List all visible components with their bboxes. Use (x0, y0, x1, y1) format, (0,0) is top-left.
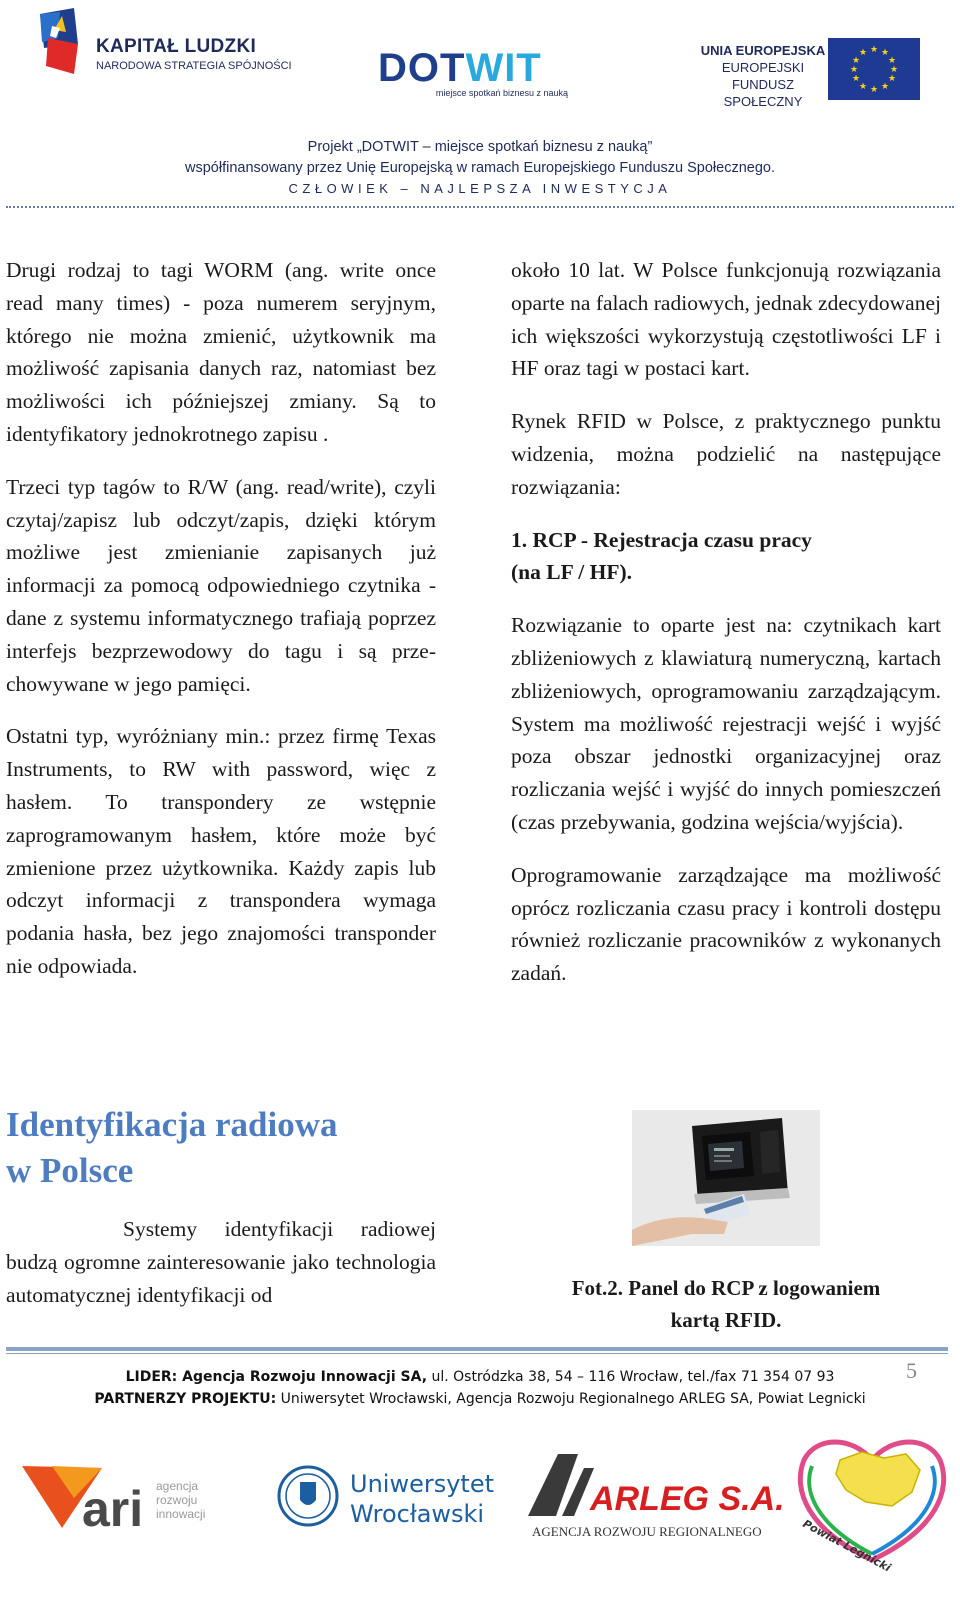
uwr-line1: Uniwersytet (350, 1470, 494, 1498)
arleg-logo (528, 1450, 785, 1545)
ari-logo-icon (22, 1458, 222, 1538)
eu-flag-icon (828, 38, 920, 100)
rcp-panel-image (632, 1110, 820, 1246)
uwr-line2: Wrocławski (350, 1500, 485, 1528)
kapital-ludzki-flag-icon (34, 8, 82, 78)
footer-partners-text: Uniwersytet Wrocławski, Agencja Rozwoju Regionalnego ARLEG SA, Powiat Legnicki (276, 1391, 866, 1407)
footer-partners-label: PARTNERZY PROJEKTU: (94, 1391, 277, 1407)
project-cofinancing: współfinansowany przez Unię Europejską w ramach Europejskiego Funduszu Społecznego. (185, 160, 775, 176)
footer-rule-thin (6, 1353, 948, 1354)
eu-line3: FUNDUSZ SPOŁECZNY (723, 77, 803, 109)
right-column (511, 254, 941, 1010)
kapital-ludzki-logo (34, 8, 294, 88)
eu-line1: UNIA EUROPEJSKA (700, 43, 826, 58)
dotwit-wordmark: DOTWIT (378, 46, 542, 90)
paragraph-solution: Rozwiązanie to oparte jest na: czytnikach kart zbliżeniowych z klawiaturą numeryczną, kartach zbliżeniowych, oprogramowaniu zarządzającym. System ma możliwość rejestracji wejść i wyjść poza obszar jednostki organizacyjnej oraz rozliczania wejść i wyjść do innych pomieszczeń (czas przebywania, godzina wejścia/wyjścia). (511, 613, 941, 834)
paragraph-software: Oprogramowanie zarządzające ma możliwość oprócz rozliczania czasu pracy i kontroli dostępu również rozliczanie pracowników z wykonanych zadań. (511, 862, 941, 986)
ari-logo (22, 1458, 222, 1538)
section-heading-line1: Identyfikacja radiowa (6, 1105, 338, 1144)
ari-logo-word: ari (82, 1481, 144, 1537)
uniwersytet-wroclawski-logo (278, 1462, 494, 1532)
paragraph-systems: Systemy identyfikacji radiowej budzą ogromne zainteresowanie jako technologia automatycznej identyfikacji od (6, 1217, 436, 1307)
project-motto: CZŁOWIEK – NAJLEPSZA INWESTYCJA (288, 181, 672, 196)
svg-text:★: ★ (887, 56, 897, 66)
eu-logo (698, 38, 938, 109)
uwr-seal-icon (278, 1462, 494, 1532)
arleg-logo-icon (528, 1450, 785, 1545)
photo-caption (511, 1272, 941, 1336)
footer-partners (0, 1391, 960, 1407)
paragraph-poland: około 10 lat. W Polsce funkcjonują rozwiązania oparte na falach radiowych, jednak zdecydowanej ich większości wykorzystują częstotliwości LF i HF oraz tagi w postaci kart. (511, 258, 941, 381)
section-heading (6, 1102, 436, 1194)
subheading-rcp-line1: 1. RCP - Rejestracja czasu pracy (511, 527, 812, 552)
svg-text:★: ★ (849, 65, 859, 75)
paragraph-rw: Trzeci typ tagów to R/W (ang. read/write), czyli czytaj/zapisz lub odczyt/zapis, dzięki którym możliwe jest zmienianie zapisanych już informacji za pomocą odpowiedniego czytnika - dane z systemu informatycznego trafiają poprzez interfejs bezprzewodowy do tagu i są prze-chowywane w jego pamięci. (6, 474, 436, 696)
svg-text:★: ★ (851, 74, 861, 84)
eu-text (698, 42, 828, 110)
svg-text:★: ★ (880, 82, 890, 92)
project-title: Projekt „DOTWIT – miejsce spotkań biznesu z nauką” (307, 139, 653, 155)
kapital-ludzki-subtitle: NARODOWA STRATEGIA SPÓJNOŚCI (96, 60, 292, 72)
rcp-panel-photo (632, 1110, 820, 1246)
svg-text:★: ★ (880, 48, 890, 58)
left-column-bottom (6, 1213, 436, 1331)
section-heading-line2: w Polsce (6, 1151, 134, 1190)
paragraph-market: Rynek RFID w Polsce, z praktycznego punktu widzenia, można podzielić na następujące rozwiązania: (511, 409, 941, 499)
svg-text:★: ★ (851, 56, 861, 66)
paragraph-password: Ostatni typ, wyróżniany min.: przez firmę Texas Instruments, to RW with password, więc z hasłem. To transpondery ze wstępnie zaprogramowanym hasłem, które może być zmienione przez użytkownika. Każdy zapis lub odczyt informacji z transpondera wymaga podania hasła, bez jego znajomości transponder nie odpowiada. (6, 724, 436, 978)
footer-lider-address: ul. Ostródzka 38, 54 – 116 Wrocław, tel./fax 71 354 07 93 (427, 1369, 835, 1385)
subheading-rcp-line2: (na LF / HF). (511, 560, 633, 585)
photo-caption-line2: kartą RFID. (670, 1308, 782, 1332)
footer-rule (6, 1347, 948, 1351)
paragraph-worm: Drugi rodzaj to tagi WORM (ang. write once read many times) - poza numerem seryjnym, którego nie można zmienić, użytkownik ma możliwość zapisania danych raz, natomiast bez możliwości ich późniejszej zmiany. Są to identyfikatory jednokrotnego zapisu . (6, 258, 436, 446)
svg-text:★: ★ (869, 85, 879, 95)
powiat-text: Powiat Legnicki (800, 1517, 893, 1575)
powiat-legnicki-logo (788, 1430, 956, 1575)
kapital-ludzki-title: KAPITAŁ LUDZKI (96, 36, 257, 57)
left-column (6, 254, 436, 1003)
svg-text:★: ★ (889, 65, 899, 75)
photo-caption-line1: Fot.2. Panel do RCP z logowaniem (571, 1276, 881, 1300)
svg-text:★: ★ (887, 74, 897, 84)
arleg-word: ARLEG S.A. (590, 1480, 785, 1518)
footer-lider (0, 1369, 960, 1385)
subheading-rcp (511, 524, 941, 590)
arleg-sub: AGENCJA ROZWOJU REGIONALNEGO (532, 1524, 762, 1539)
ari-logo-sub3: innowacji (156, 1507, 206, 1521)
powiat-legnicki-icon (788, 1430, 956, 1575)
svg-text:★: ★ (858, 48, 868, 58)
dotwit-logo (378, 48, 578, 103)
svg-text:★: ★ (869, 45, 879, 55)
ari-logo-sub1: agencja (156, 1479, 199, 1493)
header-divider (6, 206, 954, 208)
dotwit-tagline: miejsce spotkań biznesu z nauką (435, 88, 568, 98)
eu-line2: EUROPEJSKI (721, 60, 805, 75)
ari-logo-sub2: rozwoju (156, 1493, 198, 1507)
footer-lider-label: LIDER: Agencja Rozwoju Innowacji SA, (125, 1369, 428, 1385)
svg-text:★: ★ (858, 82, 868, 92)
page-number: 5 (906, 1358, 917, 1383)
